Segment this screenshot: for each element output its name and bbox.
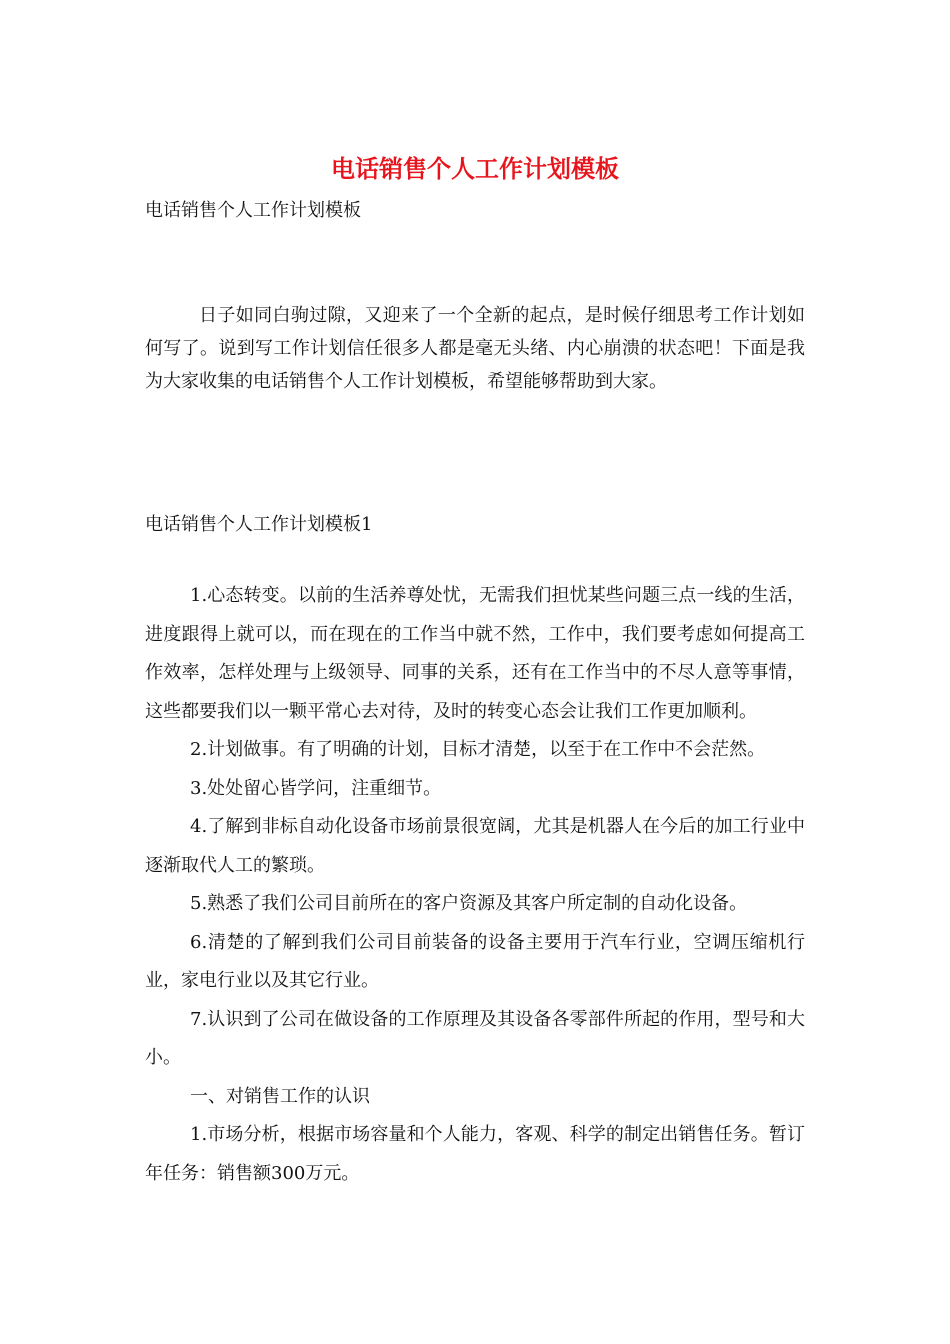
- paragraph: 2.计划做事。有了明确的计划，目标才清楚，以至于在工作中不会茫然。: [190, 739, 766, 760]
- document-subtitle: 电话销售个人工作计划模板: [145, 200, 361, 221]
- paragraph: 5.熟悉了我们公司目前所在的客户资源及其客户所定制的自动化设备。: [190, 893, 748, 914]
- section-heading: 电话销售个人工作计划模板1: [145, 514, 373, 535]
- paragraph: 1.市场分析，根据市场容量和个人能力，客观、科学的制定出销售任务。暂订年任务：销售额300万元。: [145, 1124, 805, 1184]
- body-text: [145, 577, 805, 1193]
- paragraph: 4.了解到非标自动化设备市场前景很宽阔，尤其是机器人在今后的加工行业中逐渐取代人工的繁琐。: [145, 816, 805, 876]
- paragraph: 1.心态转变。以前的生活养尊处忧，无需我们担忧某些问题三点一线的生活，进度跟得上就可以，而在现在的工作当中就不然，工作中，我们要考虑如何提高工作效率，怎样处理与上级领导、同事的关系，还有在工作当中的不尽人意等事情，这些都要我们以一颗平常心去对待，及时的转变心态会让我们工作更加顺利。: [145, 585, 805, 722]
- paragraph: 6.清楚的了解到我们公司目前装备的设备主要用于汽车行业，空调压缩机行业，家电行业以及其它行业。: [145, 931, 805, 991]
- paragraph: 一、对销售工作的认识: [190, 1085, 370, 1107]
- paragraph: 7.认识到了公司在做设备的工作原理及其设备各零部件所起的作用，型号和大小。: [145, 1008, 805, 1068]
- intro-paragraph: 日子如同白驹过隙，又迎来了一个全新的起点，是时候仔细思考工作计划如何写了。说到写工作计划信任很多人都是毫无头绪、内心崩溃的状态吧！下面是我为大家收集的电话销售个人工作计划模板，希望能够帮助到大家。: [145, 305, 805, 392]
- document-title: 电话销售个人工作计划模板: [331, 154, 619, 183]
- paragraph: 3.处处留心皆学问，注重细节。: [190, 777, 442, 799]
